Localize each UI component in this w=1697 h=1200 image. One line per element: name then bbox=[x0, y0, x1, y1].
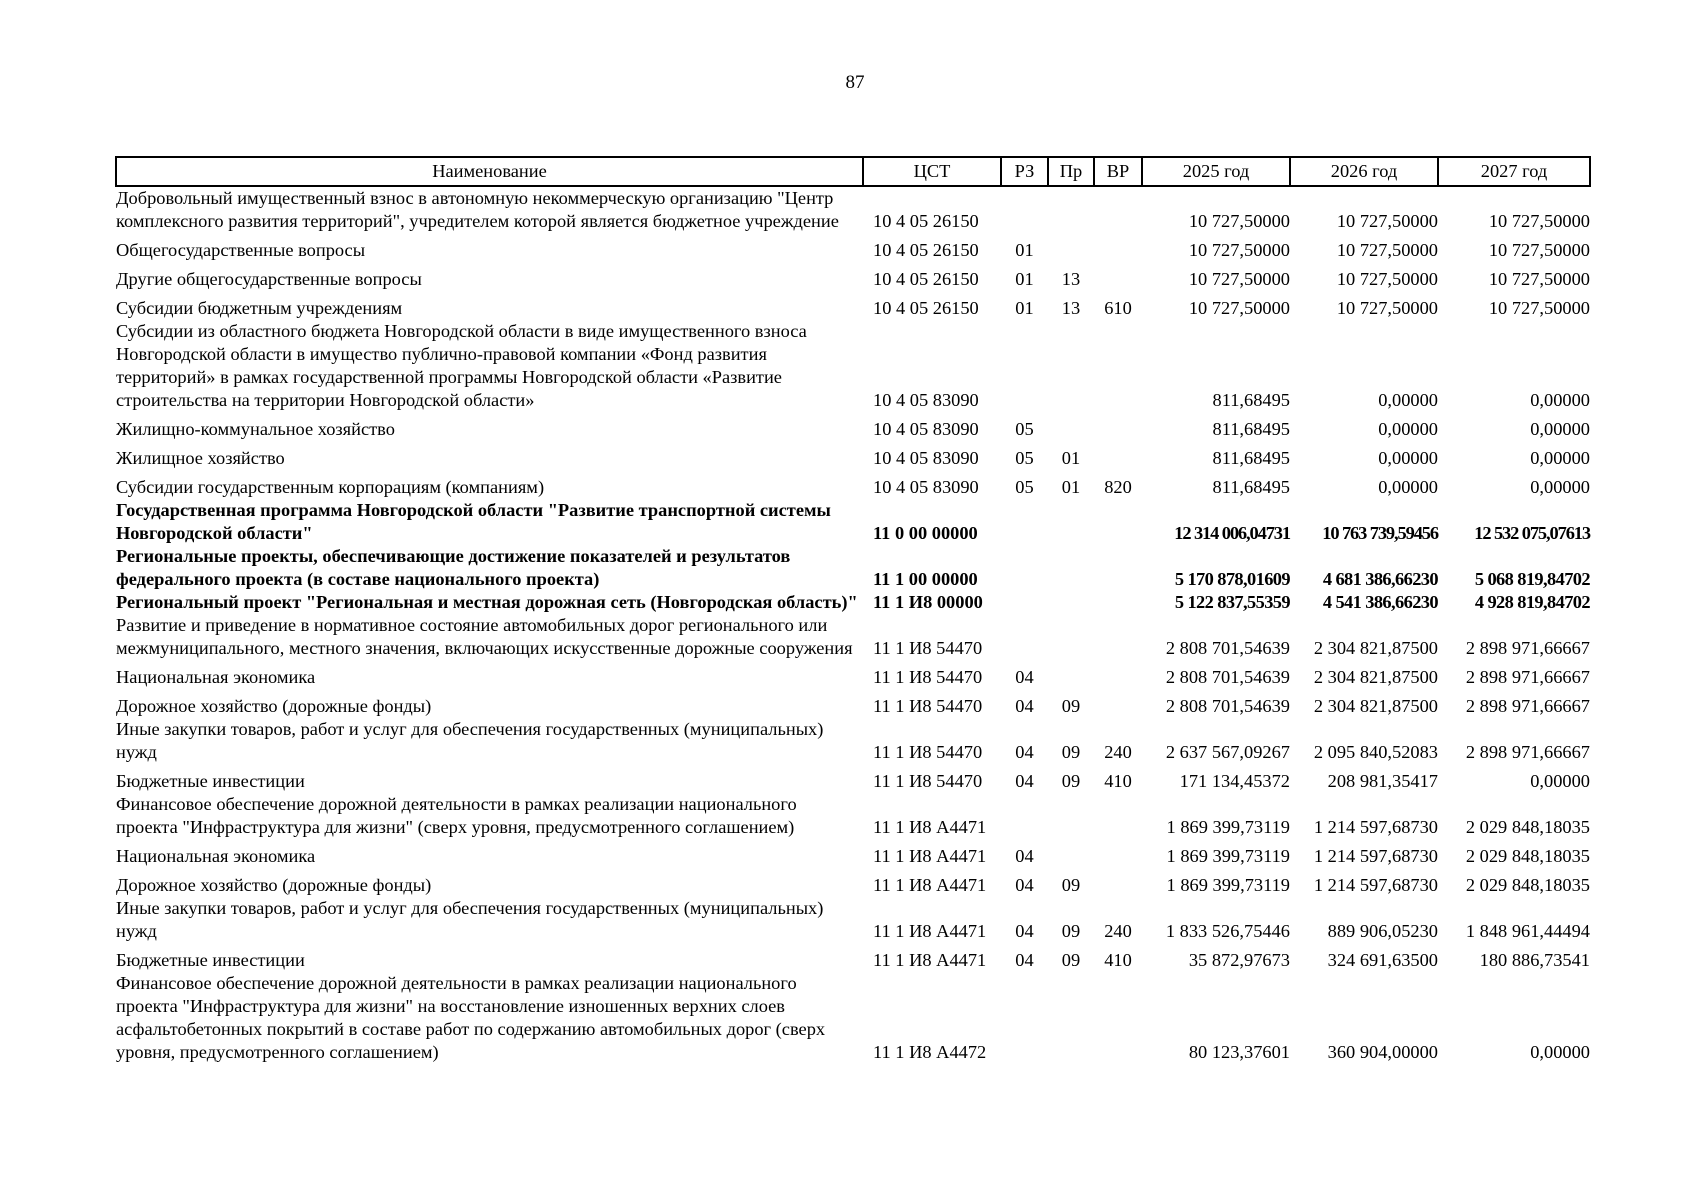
table-cell-pr bbox=[1048, 591, 1094, 614]
table-cell-pr bbox=[1048, 186, 1094, 233]
table-cell-name: Национальная экономика bbox=[116, 667, 316, 687]
table-cell-2026: 4 681 386,66230 bbox=[1322, 569, 1438, 589]
table-cell-2025: 80 123,37601 bbox=[1188, 1042, 1290, 1062]
table-cell-pr: 09 bbox=[1061, 921, 1081, 941]
table-cell-name: Общегосударственные вопросы bbox=[116, 240, 366, 260]
table-cell-2025: 1 869 399,73119 bbox=[1166, 817, 1290, 837]
table-cell-2025: 811,68495 bbox=[1212, 448, 1290, 468]
header-2026: 2026 год bbox=[1290, 157, 1438, 186]
table-cell-2025: 35 872,97673 bbox=[1188, 950, 1290, 970]
table-row bbox=[116, 262, 1590, 291]
table-cell-2027: 2 029 848,18035 bbox=[1465, 846, 1590, 866]
table-cell-2027: 0,00000 bbox=[1530, 477, 1590, 497]
table-cell-rz bbox=[1001, 972, 1048, 1064]
table-cell-2026: 2 304 821,87500 bbox=[1313, 667, 1438, 687]
table-row bbox=[116, 839, 1590, 868]
table-cell-2025: 12 314 006,04731 bbox=[1174, 523, 1290, 543]
table-cell-name: Жилищно-коммунальное хозяйство bbox=[116, 419, 395, 439]
table-cell-cst: 11 1 И8 54470 bbox=[873, 742, 983, 762]
table-cell-2026: 2 304 821,87500 bbox=[1313, 638, 1438, 658]
table-cell-pr: 09 bbox=[1061, 771, 1081, 791]
table-cell-2026: 10 727,50000 bbox=[1336, 211, 1438, 231]
table-cell-pr: 09 bbox=[1061, 875, 1081, 895]
table-cell-pr bbox=[1048, 839, 1094, 868]
table-cell-2027: 2 898 971,66667 bbox=[1465, 696, 1590, 716]
table-cell-cst: 11 1 И8 А4471 bbox=[873, 875, 987, 895]
table-cell-cst: 10 4 05 26150 bbox=[873, 298, 979, 318]
table-cell-vr: 240 bbox=[1104, 742, 1132, 762]
table-cell-2026: 0,00000 bbox=[1378, 419, 1438, 439]
table-row bbox=[116, 943, 1590, 972]
table-cell-name: Бюджетные инвестиции bbox=[116, 771, 305, 791]
table-cell-name: Развитие и приведение в нормативное состояние автомобильных дорог регионального или межмуниципального, местного значения, включающих искусственные дорожные сооружения bbox=[116, 615, 853, 658]
table-cell-name: Субсидии из областного бюджета Новгородской области в виде имущественного взноса Новгородской области в имущество публично-правовой компании «Фонд развития территорий» в рамках государственной программы Новгородской области «Развитие строительства на территории Новгородской области» bbox=[116, 321, 807, 410]
table-row bbox=[116, 868, 1590, 897]
table-cell-2025: 10 727,50000 bbox=[1188, 211, 1290, 231]
table-row bbox=[116, 689, 1590, 718]
table-cell-2027: 0,00000 bbox=[1530, 771, 1590, 791]
table-cell-2025: 5 170 878,01609 bbox=[1174, 569, 1290, 589]
table-cell-2026: 324 691,63500 bbox=[1327, 950, 1438, 970]
table-row bbox=[116, 441, 1590, 470]
header-vr: ВР bbox=[1094, 157, 1142, 186]
table-cell-rz bbox=[1001, 320, 1048, 412]
table-cell-cst: 11 1 И8 54470 bbox=[873, 638, 983, 658]
table-row bbox=[116, 545, 1590, 591]
table-cell-vr bbox=[1094, 793, 1142, 839]
table-cell-vr bbox=[1094, 499, 1142, 545]
table-cell-2027: 0,00000 bbox=[1530, 448, 1590, 468]
table-cell-pr: 09 bbox=[1061, 696, 1081, 716]
table-cell-name: Региональные проекты, обеспечивающие достижение показателей и результатов федерального проекта (в составе национального проекта) bbox=[116, 546, 791, 589]
table-cell-pr: 13 bbox=[1061, 269, 1081, 289]
table-cell-2026: 10 763 739,59456 bbox=[1322, 523, 1438, 543]
table-cell-pr: 13 bbox=[1061, 298, 1081, 318]
table-cell-name: Региональный проект "Региональная и местная дорожная сеть (Новгородская область)" bbox=[116, 592, 858, 612]
table-cell-2027: 2 898 971,66667 bbox=[1465, 667, 1590, 687]
table-cell-vr bbox=[1094, 868, 1142, 897]
table-cell-vr bbox=[1094, 660, 1142, 689]
table-cell-vr bbox=[1094, 412, 1142, 441]
table-cell-rz: 04 bbox=[1015, 771, 1034, 791]
table-row bbox=[116, 972, 1590, 1064]
table-cell-cst: 10 4 05 26150 bbox=[873, 211, 979, 231]
table-cell-rz bbox=[1001, 614, 1048, 660]
table-cell-2025: 2 637 567,09267 bbox=[1165, 742, 1290, 762]
header-rz: РЗ bbox=[1001, 157, 1048, 186]
table-cell-name: Субсидии бюджетным учреждениям bbox=[116, 298, 403, 318]
table-cell-2026: 1 214 597,68730 bbox=[1313, 875, 1438, 895]
table-cell-2027: 2 898 971,66667 bbox=[1465, 742, 1590, 762]
table-cell-2027: 2 029 848,18035 bbox=[1465, 817, 1590, 837]
table-body bbox=[116, 186, 1590, 1064]
table-cell-2025: 10 727,50000 bbox=[1188, 269, 1290, 289]
table-cell-cst: 10 4 05 26150 bbox=[873, 269, 979, 289]
table-cell-rz: 04 bbox=[1015, 667, 1034, 687]
header-name: Наименование bbox=[116, 157, 863, 186]
table-cell-vr bbox=[1094, 972, 1142, 1064]
table-cell-rz bbox=[1001, 186, 1048, 233]
table-cell-vr bbox=[1094, 689, 1142, 718]
table-cell-pr: 09 bbox=[1061, 742, 1081, 762]
table-cell-vr bbox=[1094, 186, 1142, 233]
table-cell-2027: 180 886,73541 bbox=[1479, 950, 1590, 970]
table-cell-2025: 5 122 837,55359 bbox=[1174, 592, 1290, 612]
page-number: 87 bbox=[845, 72, 865, 93]
table-cell-rz: 04 bbox=[1015, 921, 1034, 941]
table-cell-pr bbox=[1048, 545, 1094, 591]
table-cell-rz: 04 bbox=[1015, 846, 1034, 866]
table-cell-vr: 820 bbox=[1104, 477, 1132, 497]
table-cell-rz: 04 bbox=[1015, 696, 1034, 716]
table-row bbox=[116, 614, 1590, 660]
header-2027: 2027 год bbox=[1438, 157, 1590, 186]
table-cell-cst: 11 1 И8 54470 bbox=[873, 667, 983, 687]
table-cell-name: Иные закупки товаров, работ и услуг для обеспечения государственных (муниципальных) нужд bbox=[116, 719, 824, 762]
table-cell-vr bbox=[1094, 233, 1142, 262]
table-row bbox=[116, 470, 1590, 499]
budget-table bbox=[115, 156, 1591, 1064]
table-cell-rz bbox=[1001, 591, 1048, 614]
table-cell-vr bbox=[1094, 441, 1142, 470]
table-cell-name: Дорожное хозяйство (дорожные фонды) bbox=[116, 696, 432, 716]
table-cell-rz: 04 bbox=[1015, 742, 1034, 762]
table-cell-2025: 171 134,45372 bbox=[1179, 771, 1290, 791]
table-cell-pr bbox=[1048, 793, 1094, 839]
table-cell-name: Национальная экономика bbox=[116, 846, 316, 866]
table-row bbox=[116, 291, 1590, 320]
table-cell-vr: 410 bbox=[1104, 771, 1132, 791]
table-cell-rz: 05 bbox=[1015, 448, 1034, 468]
table-cell-rz bbox=[1001, 545, 1048, 591]
table-cell-vr bbox=[1094, 839, 1142, 868]
table-cell-2025: 811,68495 bbox=[1212, 477, 1290, 497]
table-cell-2027: 1 848 961,44494 bbox=[1465, 921, 1590, 941]
table-row bbox=[116, 718, 1590, 764]
table-cell-cst: 11 1 00 00000 bbox=[873, 569, 978, 589]
table-cell-vr bbox=[1094, 320, 1142, 412]
table-cell-cst: 11 1 И8 А4471 bbox=[873, 921, 987, 941]
table-cell-2027: 0,00000 bbox=[1530, 1042, 1590, 1062]
table-cell-2026: 2 304 821,87500 bbox=[1313, 696, 1438, 716]
table-cell-rz bbox=[1001, 793, 1048, 839]
table-row bbox=[116, 764, 1590, 793]
table-cell-2026: 0,00000 bbox=[1378, 390, 1438, 410]
table-cell-rz: 01 bbox=[1015, 240, 1034, 260]
table-cell-2025: 811,68495 bbox=[1212, 390, 1290, 410]
table-cell-2027: 0,00000 bbox=[1530, 390, 1590, 410]
table-row bbox=[116, 320, 1590, 412]
table-cell-2026: 0,00000 bbox=[1378, 448, 1438, 468]
table-row bbox=[116, 499, 1590, 545]
table-cell-2026: 1 214 597,68730 bbox=[1313, 817, 1438, 837]
table-cell-2026: 10 727,50000 bbox=[1336, 269, 1438, 289]
table-cell-2027: 10 727,50000 bbox=[1488, 240, 1590, 260]
table-cell-cst: 10 4 05 83090 bbox=[873, 390, 979, 410]
table-cell-2026: 10 727,50000 bbox=[1336, 298, 1438, 318]
table-row bbox=[116, 412, 1590, 441]
table-cell-rz: 04 bbox=[1015, 875, 1034, 895]
table-cell-cst: 10 4 05 26150 bbox=[873, 240, 979, 260]
table-cell-name: Другие общегосударственные вопросы bbox=[116, 269, 422, 289]
table-cell-name: Добровольный имущественный взнос в автономную некоммерческую организацию "Центр комплексного развития территорий", учредителем которой является бюджетное учреждение bbox=[116, 188, 839, 231]
table-cell-pr bbox=[1048, 233, 1094, 262]
table-cell-pr bbox=[1048, 660, 1094, 689]
table-cell-2026: 0,00000 bbox=[1378, 477, 1438, 497]
header-pr: Пр bbox=[1048, 157, 1094, 186]
table-cell-cst: 11 0 00 00000 bbox=[873, 523, 978, 543]
table-cell-pr bbox=[1048, 499, 1094, 545]
table-cell-2026: 360 904,00000 bbox=[1327, 1042, 1438, 1062]
table-cell-cst: 11 1 И8 А4471 bbox=[873, 950, 987, 970]
table-row bbox=[116, 186, 1590, 233]
table-header-row bbox=[116, 157, 1590, 186]
table-cell-2026: 10 727,50000 bbox=[1336, 240, 1438, 260]
header-2025: 2025 год bbox=[1142, 157, 1290, 186]
table-cell-2025: 1 869 399,73119 bbox=[1166, 846, 1290, 866]
table-cell-cst: 11 1 И8 А4472 bbox=[873, 1042, 987, 1062]
table-cell-pr: 01 bbox=[1061, 477, 1081, 497]
table-cell-2027: 12 532 075,07613 bbox=[1474, 523, 1590, 543]
table-cell-cst: 11 1 И8 00000 bbox=[873, 592, 983, 612]
table-cell-name: Дорожное хозяйство (дорожные фонды) bbox=[116, 875, 432, 895]
table-cell-rz: 01 bbox=[1015, 269, 1034, 289]
table-cell-2025: 10 727,50000 bbox=[1188, 240, 1290, 260]
table-cell-2027: 2 029 848,18035 bbox=[1465, 875, 1590, 895]
table-cell-rz bbox=[1001, 499, 1048, 545]
table-cell-name: Иные закупки товаров, работ и услуг для обеспечения государственных (муниципальных) нужд bbox=[116, 898, 824, 941]
table-row bbox=[116, 591, 1590, 614]
table-cell-2026: 4 541 386,66230 bbox=[1322, 592, 1438, 612]
table-cell-2025: 2 808 701,54639 bbox=[1165, 638, 1290, 658]
table-cell-name: Финансовое обеспечение дорожной деятельности в рамках реализации национального проекта "Инфраструктура для жизни" на восстановление изношенных верхних слоев асфальтобетонных покрытий в составе работ по содержанию автомобильных дорог (сверх уровня, предусмотренного соглашением) bbox=[116, 973, 826, 1062]
table-cell-2026: 1 214 597,68730 bbox=[1313, 846, 1438, 866]
table-row bbox=[116, 897, 1590, 943]
table-cell-rz: 04 bbox=[1015, 950, 1034, 970]
table-row bbox=[116, 233, 1590, 262]
table-cell-pr: 09 bbox=[1061, 950, 1081, 970]
table-cell-rz: 01 bbox=[1015, 298, 1034, 318]
table-cell-2025: 1 833 526,75446 bbox=[1165, 921, 1290, 941]
table-cell-cst: 11 1 И8 А4471 bbox=[873, 846, 987, 866]
table-cell-vr: 410 bbox=[1104, 950, 1132, 970]
table-cell-vr bbox=[1094, 262, 1142, 291]
table-cell-cst: 11 1 И8 54470 bbox=[873, 696, 983, 716]
table-cell-cst: 10 4 05 83090 bbox=[873, 419, 979, 439]
table-cell-2026: 208 981,35417 bbox=[1327, 771, 1438, 791]
table-cell-2027: 0,00000 bbox=[1530, 419, 1590, 439]
table-cell-cst: 10 4 05 83090 bbox=[873, 477, 979, 497]
table-cell-pr: 01 bbox=[1061, 448, 1081, 468]
table-cell-2027: 10 727,50000 bbox=[1488, 298, 1590, 318]
table-cell-2027: 2 898 971,66667 bbox=[1465, 638, 1590, 658]
table-cell-2027: 10 727,50000 bbox=[1488, 211, 1590, 231]
table-cell-name: Государственная программа Новгородской области "Развитие транспортной системы Новгородской области" bbox=[116, 500, 831, 543]
table-cell-vr bbox=[1094, 591, 1142, 614]
table-cell-cst: 11 1 И8 А4471 bbox=[873, 817, 987, 837]
table-cell-pr bbox=[1048, 614, 1094, 660]
table-cell-vr bbox=[1094, 545, 1142, 591]
table-row bbox=[116, 793, 1590, 839]
table-cell-2027: 10 727,50000 bbox=[1488, 269, 1590, 289]
table-cell-pr bbox=[1048, 412, 1094, 441]
table-cell-2025: 2 808 701,54639 bbox=[1165, 696, 1290, 716]
table-cell-rz: 05 bbox=[1015, 477, 1034, 497]
table-cell-name: Субсидии государственным корпорациям (компаниям) bbox=[116, 477, 545, 497]
table-cell-pr bbox=[1048, 972, 1094, 1064]
table-cell-2027: 5 068 819,84702 bbox=[1474, 569, 1590, 589]
table-cell-vr: 610 bbox=[1104, 298, 1132, 318]
table-cell-2026: 889 906,05230 bbox=[1327, 921, 1438, 941]
table-cell-name: Бюджетные инвестиции bbox=[116, 950, 305, 970]
header-cst: ЦСТ bbox=[863, 157, 1001, 186]
table-cell-2027: 4 928 819,84702 bbox=[1474, 592, 1590, 612]
table-row bbox=[116, 660, 1590, 689]
table-cell-2025: 1 869 399,73119 bbox=[1166, 875, 1290, 895]
table-cell-cst: 11 1 И8 54470 bbox=[873, 771, 983, 791]
table-cell-2025: 811,68495 bbox=[1212, 419, 1290, 439]
table-cell-name: Финансовое обеспечение дорожной деятельности в рамках реализации национального проекта "Инфраструктура для жизни" (сверх уровня, предусмотренного соглашением) bbox=[116, 794, 797, 837]
table-cell-name: Жилищное хозяйство bbox=[116, 448, 285, 468]
table-cell-2025: 2 808 701,54639 bbox=[1165, 667, 1290, 687]
table-cell-vr bbox=[1094, 614, 1142, 660]
table-cell-pr bbox=[1048, 320, 1094, 412]
table-cell-2025: 10 727,50000 bbox=[1188, 298, 1290, 318]
table-cell-rz: 05 bbox=[1015, 419, 1034, 439]
table-cell-cst: 10 4 05 83090 bbox=[873, 448, 979, 468]
table-cell-vr: 240 bbox=[1104, 921, 1132, 941]
table-cell-2026: 2 095 840,52083 bbox=[1313, 742, 1438, 762]
